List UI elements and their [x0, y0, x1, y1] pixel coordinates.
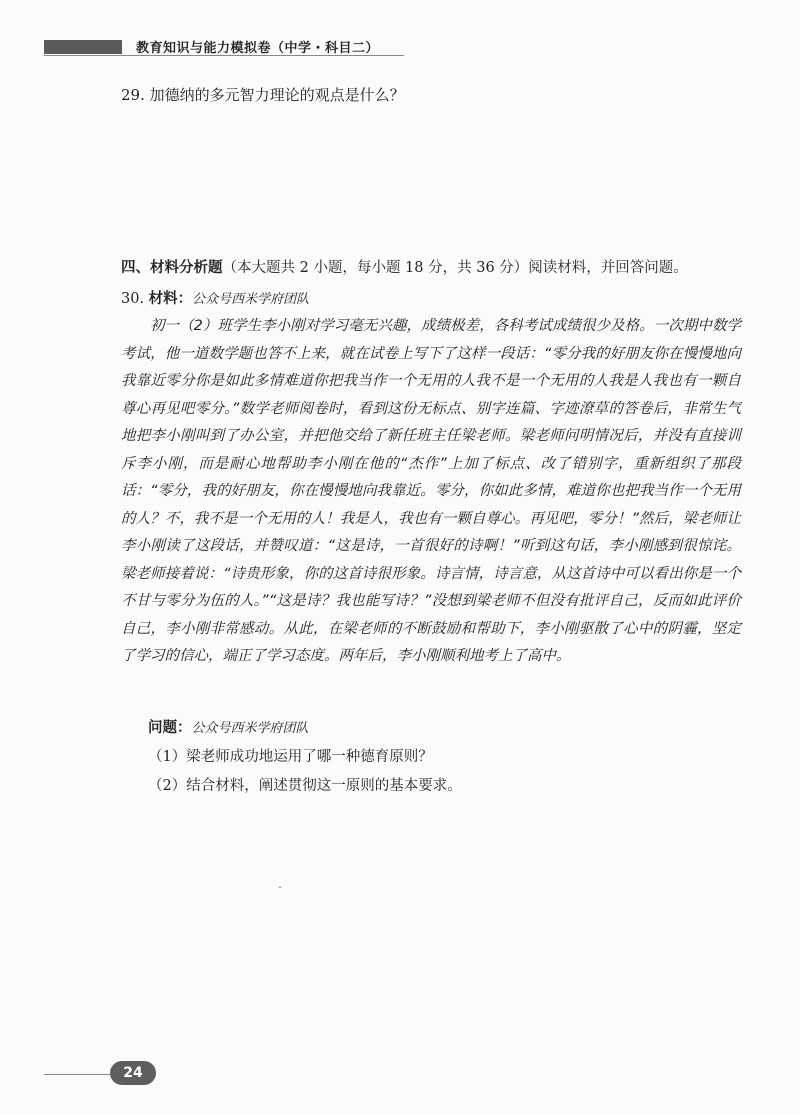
section-4-instructions: （本大题共 2 小题，每小题 18 分，共 36 分）阅读材料，并回答问题。 [222, 260, 688, 276]
section-4-title: 四、材料分析题 [121, 260, 223, 276]
header-decoration-bar [44, 40, 122, 54]
question-watermark-text: 公众号西米学府团队 [191, 721, 309, 736]
material-paragraph: 初一（2）班学生李小刚对学习毫无兴趣，成绩极差，各科考试成绩很少及格。一次期中数学考试，他一道数学题也答不上来，就在试卷上写下了这样一段话：“零分我的好朋友你在慢慢地向我靠近零分你是如此多情难道你把我当作一个无用的人我不是一个无用的人我是人我也有一颗自尊心再见吧零分。”数学老师阅卷时，看到这份无标点、别字连篇、字迹潦草的答卷后，非常生气地把李小刚叫到了办公室，并把他交给了新任班主任梁老师。梁老师问明情况后，并没有直接训斥李小刚，而是耐心地帮助李小刚在他的“杰作”上加了标点、改了错别字，重新组织了那段话：“零分，我的好朋友，你在慢慢地向我靠近。零分，你如此多情，难道你也把我当作一个无用的人？不，我不是一个无用的人！我是人，我也有一颗自尊心。再见吧，零分！”然后，梁老师让李小刚读了这段话，并赞叹道：“这是诗，一首很好的诗啊！”听到这句话，李小刚感到很惊诧。梁老师接着说：“诗贵形象，你的这首诗很形象。诗言情，诗言意，从这首诗中可以看出你是一个不甘与零分为伍的人。”“这是诗？我也能写诗？”没想到梁老师不但没有批评自己，反而如此评价自己，李小刚非常感动。从此，在梁老师的不断鼓励和帮助下，李小刚驱散了心中的阴霾，坚定了学习的信心，端正了学习态度。两年后，李小刚顺利地考上了高中。 [121, 318, 741, 664]
scan-speck [279, 886, 281, 888]
sub-question-2: （2）结合材料，阐述贯彻这一原则的基本要求。 [148, 778, 462, 794]
sub-question-1: （1）梁老师成功地运用了哪一种德育原则？ [148, 749, 433, 765]
question-label-row [148, 716, 309, 737]
question-label: 问题： [148, 720, 192, 736]
question-30-header [121, 287, 309, 308]
material-label: 材料： [148, 291, 193, 307]
section-4-heading [121, 256, 688, 277]
page-number-badge: 24 [110, 1061, 156, 1085]
question-29: 29. 加德纳的多元智力理论的观点是什么？ [121, 86, 405, 104]
material-passage [121, 313, 741, 671]
page-header-title: 教育知识与能力模拟卷（中学・科目二） [136, 41, 380, 56]
watermark-text: 公众号西米学府团队 [192, 292, 310, 307]
question-30-number: 30. [121, 291, 145, 307]
